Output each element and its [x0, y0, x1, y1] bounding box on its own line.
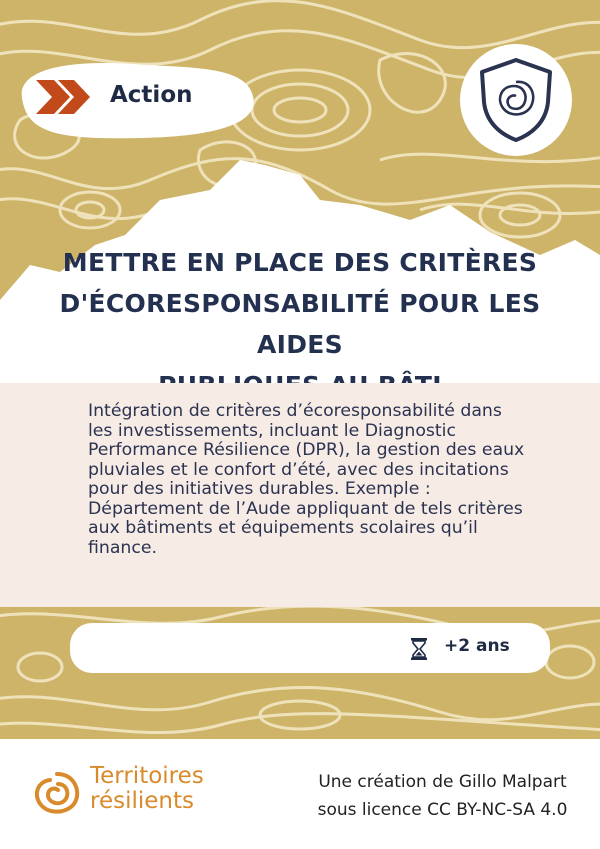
shield-spiral-icon	[476, 56, 556, 142]
credit-line: sous licence CC BY-NC-SA 4.0	[317, 800, 568, 820]
hourglass-icon	[410, 638, 428, 660]
description-line: finance.	[88, 537, 158, 558]
title-line: METTRE EN PLACE DES CRITÈRES	[62, 248, 538, 277]
double-chevron-right-icon	[34, 78, 92, 116]
duration-label: +2 ans	[444, 636, 510, 656]
credit-line: Une création de Gillo Malpart	[318, 772, 567, 792]
territoires-resilients-logo-icon	[30, 768, 84, 818]
logo-line: Territoires	[90, 763, 204, 789]
description-line: pluviales et le confort d’été, avec des incitations	[88, 459, 509, 480]
description-line: Intégration de critères d’écoresponsabilité dans	[88, 401, 502, 421]
title-line: D'ÉCORESPONSABILITÉ POUR LES AIDES	[59, 289, 541, 359]
license-credit	[300, 768, 585, 824]
description-text	[88, 402, 548, 558]
description-line: les investissements, incluant le Diagnostic	[88, 420, 456, 441]
logo-line: résilients	[90, 788, 194, 814]
description-line: aux bâtiments et équipements scolaires qu’il	[88, 518, 478, 538]
action-label: Action	[110, 82, 193, 108]
action-title	[40, 242, 560, 406]
description-line: pour des initiatives durables. Exemple :	[88, 479, 431, 499]
description-line: Performance Résilience (DPR), la gestion des eaux	[88, 440, 525, 460]
description-line: Département de l’Aude appliquant de tels critères	[88, 498, 523, 519]
territoires-resilients-logo-text	[90, 764, 204, 814]
